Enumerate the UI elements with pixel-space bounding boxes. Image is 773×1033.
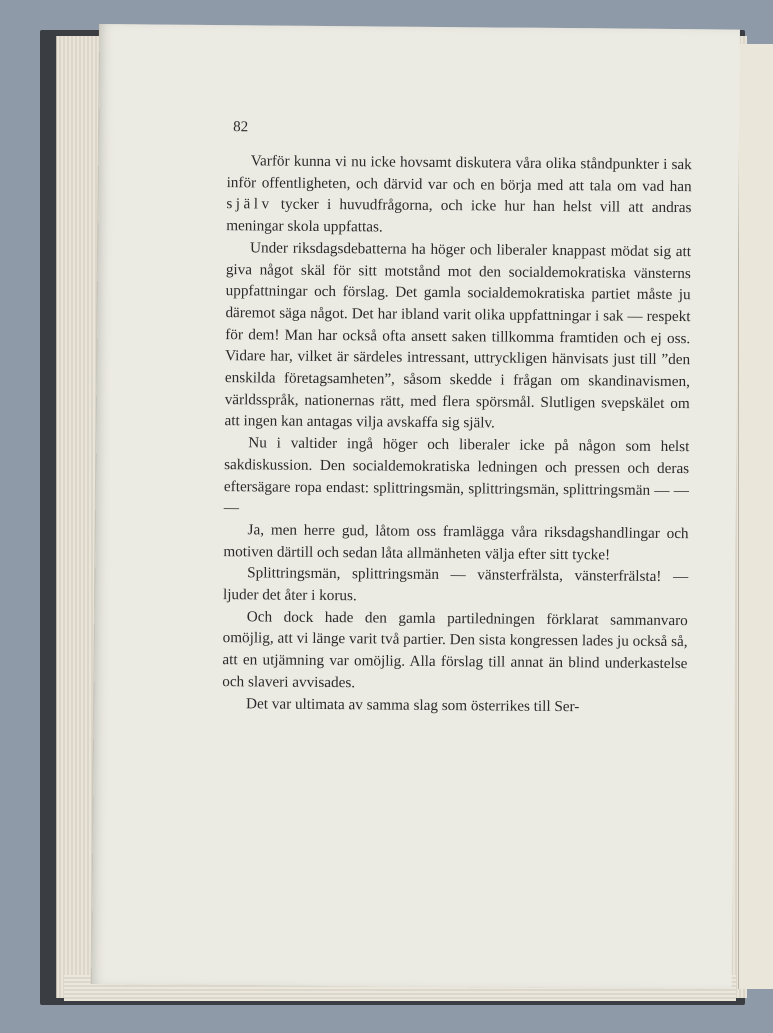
page-number: 82 bbox=[233, 119, 249, 136]
paragraph: Och dock hade den gamla partiledningen förklarat sammanvaro omöjlig, att vi länge varit två partier. Den sista kongressen lades ju också så, att en utjämning var omöjlig. Alla förslag till annat än blind underkastelse och slaveri avvisades. bbox=[222, 608, 688, 692]
book-page bbox=[92, 24, 740, 990]
facing-page-edge bbox=[738, 44, 773, 989]
body-text bbox=[222, 150, 692, 718]
paragraph: Ja, men herre gud, låtom oss framlägga våra riksdagshandlingar och motiven därtill och sedan låta allmänheten välja efter sitt tycke! bbox=[223, 521, 689, 564]
paragraph: Nu i valtider ingå höger och liberaler icke på någon som helst sakdiskussion. Den socialdemokratiska ledningen och pressen och deras eftersägare ropa endast: splittringsmän, splittringsmän, splittringsmän — — — bbox=[223, 434, 690, 517]
paragraph: Det var ultimata av samma slag som österrikes till Ser- bbox=[246, 694, 580, 715]
paragraph: Under riksdagsdebatterna ha höger och liberaler knappast mödat sig att giva något skäl för sitt motstånd mot den socialdemokratiska vänsterns uppfattningar och förslag. Det gamla socialdemokratiska partiet måste ju däremot säga något. Det har ibland varit olika uppfattningar i sak — respekt för dem! Man har också ofta ansett saken tillkomma framtiden och ej oss. Vidare har, vilket är särdeles intressant, uttryckligen hänvisats just till ”den enskilda företagsamheten”, såsom skedde i frågan om skandinavismen, världsspråk, nationernas rätt, med flera spörsmål. Slutligen svepskälet om att ingen kan antagas vilja avskaffa sig själv. bbox=[224, 239, 692, 432]
paragraph: Splittringsmän, splittringsmän — vänsterfrälsta, vänsterfrälsta! — ljuder det åter i korus. bbox=[222, 564, 689, 605]
paragraph: Varför kunna vi nu icke hovsamt diskutera våra olika ståndpunkter i sak inför offentligheten, och därvid var och en börja med att tala om vad han själv tycker i huvudfrågorna, och icke hur han helst vill att andras meningar skola uppfattas. bbox=[226, 152, 692, 236]
emphasized-word: själv bbox=[226, 195, 273, 213]
